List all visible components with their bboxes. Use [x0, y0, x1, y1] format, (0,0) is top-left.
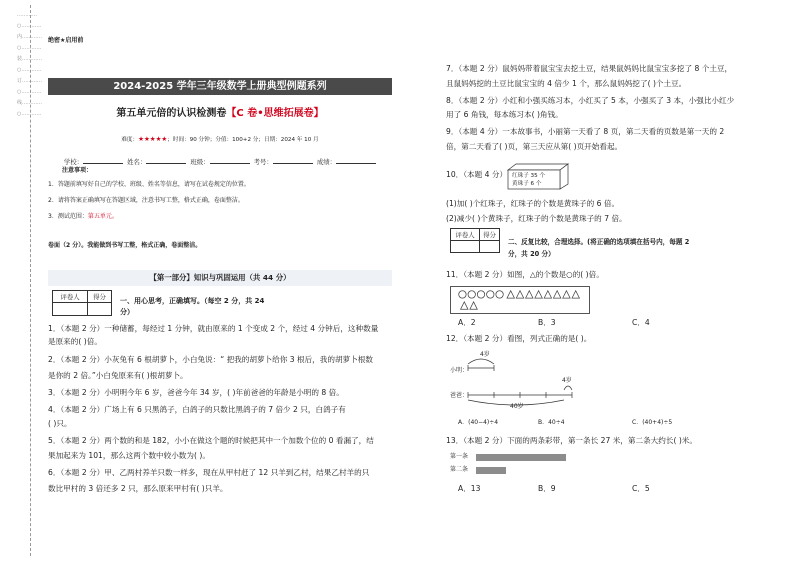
- grader-cell[interactable]: [53, 303, 88, 316]
- box-label-yellow: 黄珠子 6 个: [512, 181, 542, 187]
- exam-title: [48, 109, 392, 119]
- fig12-right-label: 4岁: [562, 377, 572, 384]
- student-info: [48, 156, 392, 167]
- note-3-range: 第五单元。: [87, 213, 118, 220]
- question-4-cont: ( )只。: [48, 419, 72, 428]
- score-label-cell: 得分: [480, 229, 500, 241]
- question-8: 8．（本题 2 分）小红和小强买练习本，小红买了 5 本，小强买了 3 本，小强比小红少: [446, 96, 735, 105]
- question-6-cont: 数比甲村的 3 倍还多 2 只，那么原来甲村有( )只羊。: [48, 484, 228, 493]
- secret-mark: 绝密★启用前: [48, 37, 84, 44]
- ribbon-bar-1: [476, 454, 566, 461]
- note-2: 2．请将答案正确填写在答题区域，注意书写工整，格式正确，卷面整洁。: [48, 197, 244, 204]
- q12-option-a[interactable]: A．(40−4)÷4: [458, 419, 499, 426]
- series-title: 2024-2025 学年三年级数学上册典型例题系列: [48, 78, 392, 95]
- ribbon-bar-2: [476, 467, 506, 474]
- question-10-part2: (2)减少( )个黄珠子，红珠子的个数是黄珠子的 7 倍。: [446, 214, 627, 223]
- id-field[interactable]: [273, 156, 313, 164]
- question-1: 1．（本题 2 分）一种储蓄，每经过 1 分钟，就由原来的 1 个变成 2 个，经过 4 分钟后，这种数量: [48, 324, 379, 333]
- question-5: 5．（本题 2 分）两个数的和是 182，小小在做这个题的时候把其中一个加数个位的 0 看漏了，结: [48, 436, 374, 445]
- question-12: 12．（本题 2 分）看图，列式正确的是( )。: [446, 334, 592, 343]
- question-13: 13．（本题 2 分）下面的两条彩带，第一条长 27 米，第二条大约长( )米。: [446, 436, 697, 445]
- notes-title: 注意事项：: [62, 167, 93, 174]
- grader-cell[interactable]: [451, 241, 480, 253]
- section1-heading-cont: 分）: [120, 308, 134, 316]
- name-field[interactable]: [146, 156, 186, 164]
- q13-option-c[interactable]: C．5: [632, 484, 650, 493]
- q11-option-a[interactable]: A．2: [458, 318, 476, 327]
- part1-title: 【第一部分】知识与巩固运用（共 44 分）: [48, 270, 392, 286]
- name-label: 姓名：: [127, 158, 147, 166]
- neatness-note: 卷面（2 分）。我能做到书写工整，格式正确，卷面整洁。: [48, 242, 202, 249]
- exam-tag: 【C 卷•思维拓展卷】: [226, 108, 324, 119]
- exam-title-text: 第五单元倍的认识检测卷: [116, 108, 227, 119]
- binding-line: [30, 5, 31, 556]
- grader-label: 评卷人: [451, 229, 480, 241]
- question-8-cont: 用了 6 角钱，每本练习本( )角钱。: [446, 110, 563, 119]
- note-3-label: 3．测试范围：: [48, 213, 88, 220]
- q12-option-b[interactable]: B．40÷4: [538, 419, 565, 426]
- score-field[interactable]: [336, 156, 376, 164]
- question-9: 9．（本题 4 分）一本故事书，小丽第一天看了 8 页，第二天看的页数是第一天的 2: [446, 127, 725, 136]
- grader-label: 评卷人: [53, 291, 88, 303]
- note-1: 1．答题前填写好自己的学校、班级、姓名等信息，请写在试卷规定的位置。: [48, 181, 250, 188]
- q13-option-a[interactable]: A．13: [458, 484, 481, 493]
- question-2-cont: 是你的 2 倍。”小白兔原来有( )根胡萝卜。: [48, 371, 188, 380]
- question-10: 10．（本题 4 分）: [446, 170, 508, 179]
- exam-meta-rest: ；时间：90 分钟；分值：100+2 分；日期：2024 年 10 月: [167, 137, 319, 143]
- shapes-figure: [450, 286, 590, 314]
- binding-margin-text: …………○…………内…………○…………装…………○…………订…………○…………线…………○…………: [17, 12, 43, 117]
- difficulty-stars: ★★★★★: [138, 135, 168, 143]
- score-label-cell: 得分: [88, 291, 112, 303]
- question-4: 4．（本题 2 分）广场上有 6 只黑鸽子，白鸽子的只数比黑鸽子的 7 倍少 2 只，白鸽子有: [48, 405, 346, 414]
- question-1-cont: 是原来的( )倍。: [48, 337, 102, 346]
- question-7: 7．（本题 2 分）鼠妈妈带着鼠宝宝去挖土豆，结果鼠妈妈比鼠宝宝多挖了 8 个土豆，: [446, 64, 733, 73]
- question-2: 2．（本题 2 分）小灰兔有 6 根胡萝卜，小白兔说：“ 把我的胡萝卜给你 3 根后，我的胡萝卜根数: [48, 355, 373, 364]
- score-cell[interactable]: [480, 241, 500, 253]
- class-label: 班级：: [190, 158, 210, 166]
- bar2-label: 第二条: [450, 466, 469, 473]
- grader-table-2: [450, 228, 500, 253]
- id-label: 考号：: [253, 158, 273, 166]
- q12-option-c[interactable]: C．(40+4)÷5: [632, 419, 673, 426]
- question-11: 11．（本题 2 分）如图，△的个数是○的( )倍。: [446, 270, 604, 279]
- class-field[interactable]: [210, 156, 250, 164]
- school-label: 学校：: [63, 158, 84, 166]
- difficulty-label: 难度：: [121, 137, 139, 143]
- bar1-label: 第一条: [450, 453, 469, 460]
- question-9-cont: 倍，第二天看了( )页，第三天应从第( )页开始看起。: [446, 142, 623, 151]
- box-label-red: 红珠子 35 个: [512, 173, 546, 179]
- question-5-cont: 果加起来为 101，那么这两个数中较小数为( )。: [48, 451, 210, 460]
- fig12-total-label: 40岁: [510, 403, 524, 410]
- section1-heading: 一、用心思考，正确填写。（每空 2 分，共 24: [120, 297, 265, 305]
- note-3: [48, 212, 118, 222]
- question-3: 3．（本题 2 分）小明明今年 6 岁，爸爸今年 34 岁，( )年前爸爸的年龄是小明的 8 倍。: [48, 388, 344, 397]
- q11-option-b[interactable]: B．3: [538, 318, 556, 327]
- fig12-ming-label: 小明：: [450, 367, 469, 374]
- section2-heading: 二、反复比较，合理选择。(将正确的选项填在括号内，每题 2: [508, 238, 690, 246]
- grader-table-1: [52, 290, 112, 316]
- fig12-top-label: 4岁: [480, 351, 490, 358]
- school-field[interactable]: [83, 156, 123, 164]
- question-7-cont: 且鼠妈妈挖的土豆比鼠宝宝的 4 倍少 1 个，那么鼠妈妈挖了( )个土豆。: [446, 79, 687, 88]
- q11-option-c[interactable]: C．4: [632, 318, 650, 327]
- score-cell[interactable]: [88, 303, 112, 316]
- q13-option-b[interactable]: B．9: [538, 484, 556, 493]
- question-6: 6．（本题 2 分）甲、乙两村养羊只数一样多，现在从甲村赶了 12 只羊到乙村，结果乙村羊的只: [48, 468, 370, 477]
- question-10-part1: (1)加( )个红珠子，红珠子的个数是黄珠子的 6 倍。: [446, 199, 620, 208]
- exam-meta: [48, 134, 392, 145]
- section2-heading-cont: 分，共 20 分）: [508, 250, 555, 258]
- score-label: 成绩：: [316, 158, 337, 166]
- ribbon-bars: [476, 453, 576, 477]
- fig12-ba-label: 爸爸：: [450, 392, 469, 399]
